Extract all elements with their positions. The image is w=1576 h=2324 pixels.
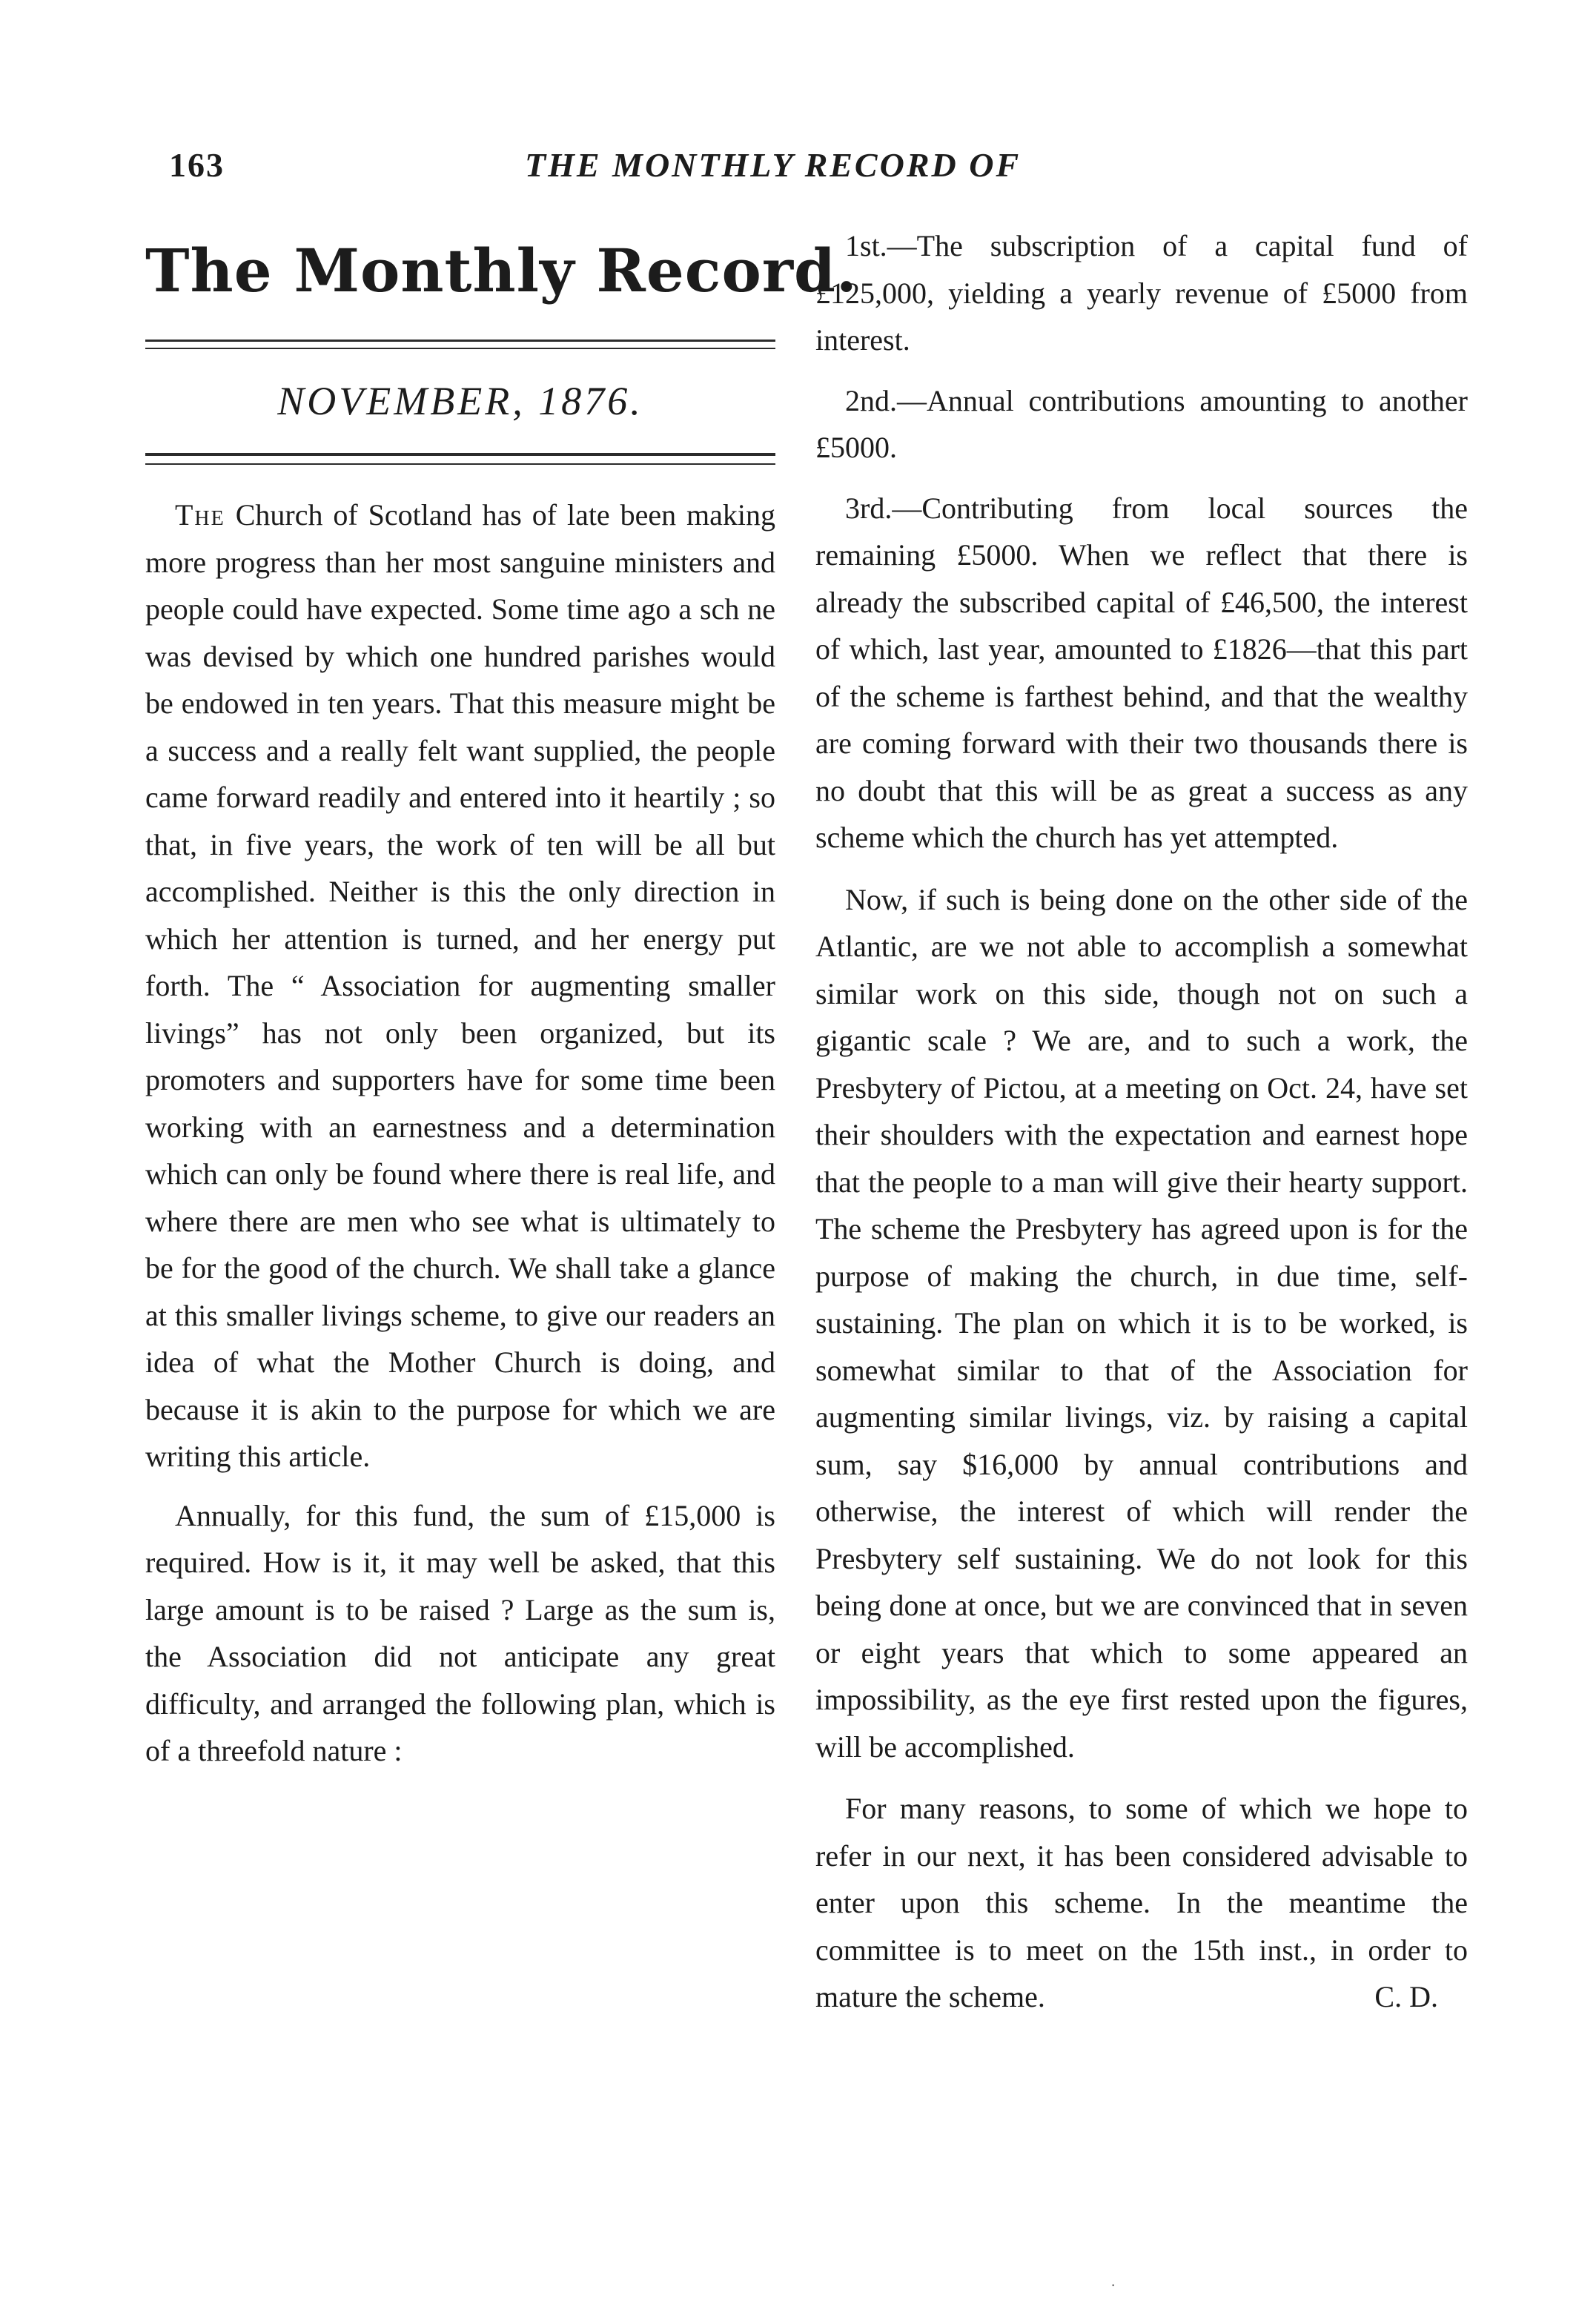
- masthead-rule: [145, 340, 775, 349]
- issue-date: NOVEMBER, 1876.: [277, 379, 643, 423]
- page-number: 163: [169, 146, 225, 184]
- running-head: [169, 145, 1474, 205]
- last-paragraph-text: For many reasons, to some of which we hope to refer in our next, it has been considered advisable to enter upon this scheme. In the meantime the committee is to meet on the 15th inst., in order to mature the scheme.: [815, 1792, 1468, 2013]
- article-paragraph-2: Annually, for this fund, the sum of £15,000 is required. How is it, it may well be asked, that this large amount is to be raised ? Large as the sum is, the Association did not anticipate any great difficulty, and arranged the following plan, which is of a threefold nature :: [145, 1498, 775, 1767]
- plan-item-2: 2nd.—Annual contributions amounting to another £5000.: [815, 383, 1468, 464]
- left-column: [145, 222, 858, 1775]
- plan-item-3: 3rd.—Contributing from local sources the remaining £5000. When we reflect that there is already the subscribed capital of £46,500, the interest of which, last year, amounted to £1826—that this part of the scheme is farthest behind, and that the wealthy are coming forward with their two thousands there is no doubt that this will be as great a success as any scheme which the church has yet attempted.: [815, 491, 1468, 854]
- article-paragraph-now: Now, if such is being done on the other side of the Atlantic, are we not able to accomplish a somewhat similar work on this side, though not on such a gigantic scale ? We are, and to such a work, the Presbytery of Pictou, at a meeting on Oct. 24, have set their shoulders with the expectation and earnest hope that the people to a man will give their hearty support. The scheme the Presbytery has agreed upon is for the purpose of making the church, in due time, self-sustaining. The plan on which it is to be worked, is somewhat similar to that of the Association for augmenting similar livings, viz. by raising a capital sum, say $16,000 by annual contributions and otherwise, the interest of which will render the Presbytery self sustaining. We do not look for this being done at once, but we are convinced that in seven or eight years that which to some appeared an impossibility, as the eye first rested upon the figures, will be accomplished.: [815, 882, 1468, 1764]
- author-signature: C. D.: [1374, 1980, 1438, 2013]
- lead-word: The: [175, 498, 225, 532]
- article-paragraph-last: [815, 1785, 1468, 2021]
- plan-item-1: 1st.—The subscription of a capital fund of £125,000, yielding a yearly revenue of £5000 from interest.: [815, 229, 1468, 357]
- date-rule: [145, 453, 775, 465]
- paragraph-1-text: Church of Scotland has of late been making more progress than her most sanguine ministers and people could have expected. Some time ago a sch ne was devised by which one hundred parishes would be endowed in ten years. That this measure might be a success and a really felt want supplied, the people came forward readily and entered into it heartily ; so that, in five years, the work of ten will be all but accomplished. Neither is this the only direction in which her attention is turned, and her energy put forth. The “ Association for augmenting smaller livings” has not only been organized, but its promoters and supporters have for some time been working with an earnestness and a determination which can only be found where there is real life, and where there are men who see what is ultimately to be for the good of the church. We shall take a glance at this smaller livings scheme, to give our readers an idea of what the Mother Church is doing, and because it is akin to the purpose for which we are writing this article.: [145, 498, 776, 1473]
- article-paragraph-1: [145, 491, 775, 1480]
- right-column: [815, 222, 1468, 2034]
- printer-mark: ·: [1110, 2276, 1116, 2294]
- running-title: THE MONTHLY RECORD OF: [525, 146, 1022, 184]
- masthead-title: The Monthly Record.: [145, 236, 858, 305]
